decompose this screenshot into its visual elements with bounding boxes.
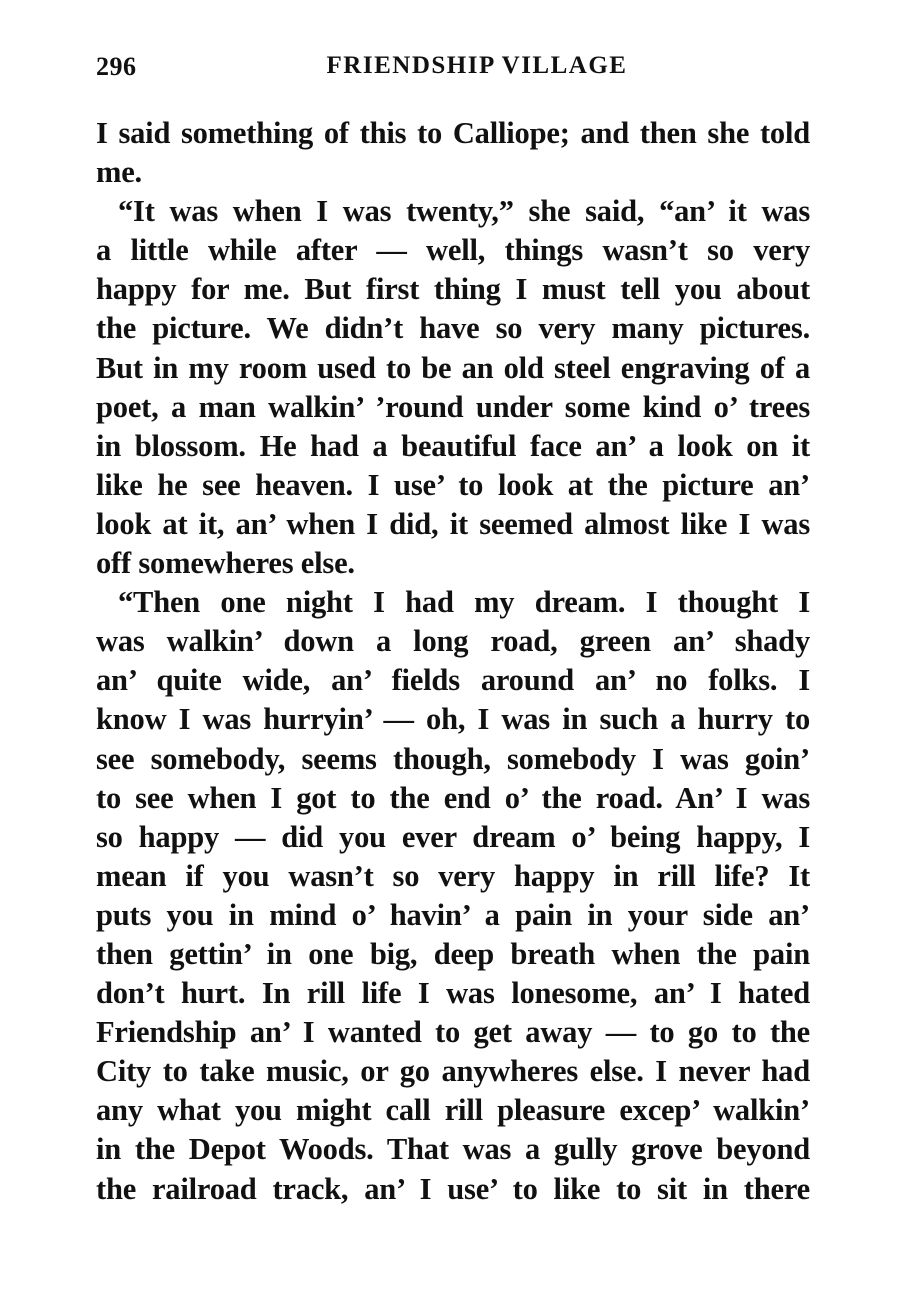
text-line: Friendship an’ I wanted to get away — to go to the xyxy=(96,1015,810,1050)
text-line: so happy — did you ever dream o’ being happy, I xyxy=(96,819,810,854)
text-line: see somebody, seems though, somebody I was goin’ xyxy=(96,741,810,776)
text-line: “Then one night I had my dream. I thought I xyxy=(118,585,810,620)
text-line: the picture. We didn’t have so very many pictures. xyxy=(96,311,810,346)
text-line: any what you might call rill pleasure excep’ walkin’ xyxy=(96,1093,810,1128)
text-line: in blossom. He had a beautiful face an’ a look on it xyxy=(96,428,810,463)
text-line: me. xyxy=(96,155,142,190)
text-line: City to take music, or go anywheres else. I never had xyxy=(96,1054,810,1089)
text-line: mean if you wasn’t so very happy in rill life? It xyxy=(96,858,810,893)
text-line: like he see heaven. I use’ to look at the picture an’ xyxy=(96,467,810,502)
running-head xyxy=(96,52,810,86)
text-line: in the Depot Woods. That was a gully grove beyond xyxy=(96,1132,810,1167)
text-line: puts you in mind o’ havin’ a pain in your side an’ xyxy=(96,897,810,932)
text-line: But in my room used to be an old steel engraving of a xyxy=(96,350,810,385)
text-line: I said something of this to Calliope; and then she told xyxy=(96,116,810,150)
text-line: was walkin’ down a long road, green an’ shady xyxy=(96,624,810,659)
text-line: poet, a man walkin’ ’round under some kind o’ trees xyxy=(96,389,810,424)
text-line: the railroad track, an’ I use’ to like to sit in there xyxy=(96,1171,810,1206)
text-line: look at it, an’ when I did, it seemed almost like I was xyxy=(96,506,810,541)
text-line: then gettin’ in one big, deep breath when the pain xyxy=(96,936,810,971)
text-line: happy for me. But first thing I must tell you about xyxy=(96,272,810,307)
text-line: “It was when I was twenty,” she said, “an’ it was xyxy=(118,194,810,229)
page-number: 296 xyxy=(96,52,137,81)
text-line: a little while after — well, things wasn’t so very xyxy=(96,233,810,268)
text-line: know I was hurryin’ — oh, I was in such a hurry to xyxy=(96,702,810,737)
text-line: off somewheres else. xyxy=(96,546,355,581)
text-line: don’t hurt. In rill life I was lonesome, an’ I hated xyxy=(96,976,810,1011)
text-line: to see when I got to the end o’ the road. An’ I was xyxy=(96,780,810,815)
body-text xyxy=(96,114,810,1209)
book-title: FRIENDSHIP VILLAGE xyxy=(326,52,628,79)
text-line: an’ quite wide, an’ fields around an’ no folks. I xyxy=(96,663,810,698)
